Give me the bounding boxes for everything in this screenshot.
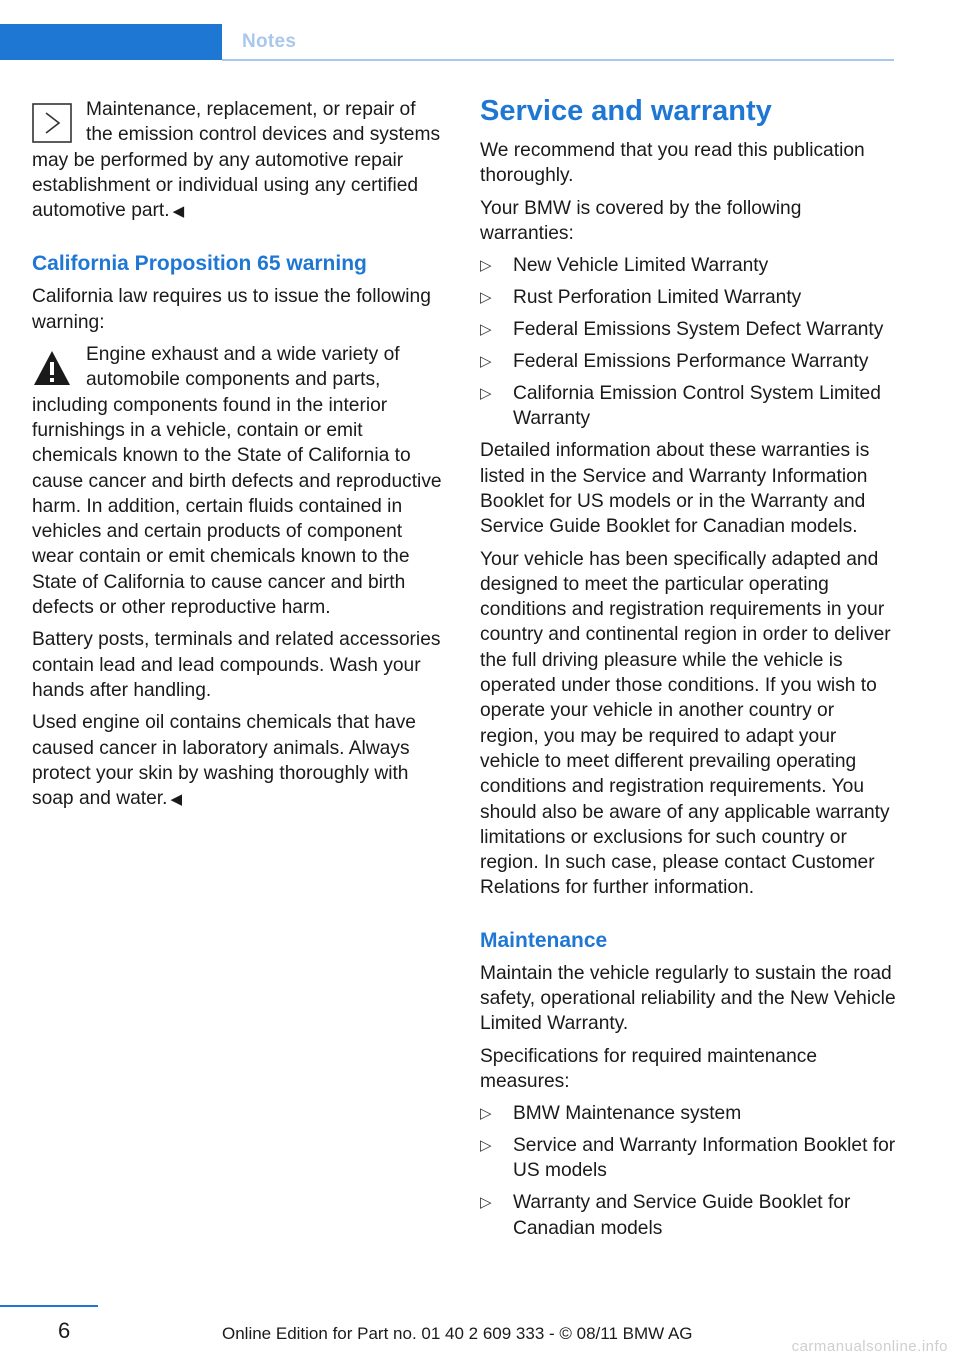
- list-item: ▷ BMW Maintenance system: [480, 1101, 896, 1126]
- bullet-triangle-icon: ▷: [480, 1137, 492, 1155]
- bullet-triangle-icon: ▷: [480, 320, 492, 338]
- maintenance-list: [480, 1101, 896, 1241]
- intro-text: We recommend that you read this publication thoroughly.: [480, 140, 865, 187]
- section-title: Notes: [242, 31, 297, 52]
- list-item: ▷ Rust Perforation Limited Warranty: [480, 285, 896, 310]
- header-rule: [222, 59, 894, 61]
- end-mark-icon: ◀: [172, 203, 185, 221]
- warning-block: [32, 342, 446, 620]
- list-item: ▷ Warranty and Service Guide Booklet for Canadian models: [480, 1192, 851, 1239]
- maintenance-heading: Maintenance: [480, 928, 608, 952]
- prop65-intro: California law requires us to issue the following warning:: [32, 286, 431, 333]
- page-number: 6: [58, 1318, 71, 1343]
- notice-block: [32, 97, 446, 224]
- bullet-triangle-icon: ▷: [480, 289, 492, 307]
- bullet-triangle-icon: ▷: [480, 1105, 492, 1123]
- specs-text: Specifications for required maintenance measures:: [480, 1045, 818, 1092]
- footer-rule: [0, 1305, 98, 1307]
- warning-triangle-icon: [32, 348, 72, 388]
- bullet-triangle-icon: ▷: [480, 1194, 492, 1212]
- left-column: [32, 97, 446, 819]
- maintain-text: Maintain the vehicle regularly to sustain the road safety, operational reliability and the New Vehicle Limited Warranty.: [480, 962, 896, 1035]
- bullet-triangle-icon: ▷: [480, 384, 492, 402]
- header-accent-bar: [0, 24, 222, 60]
- list-item: ▷ New Vehicle Limited Warranty: [480, 253, 896, 278]
- detail-text: Detailed information about these warranties is listed in the Service and Warranty Information Booklet for US models or in the Warranty and Service Guide Booklet for Canadian models.: [480, 440, 870, 538]
- watermark: carmanualsonline.info: [791, 1338, 948, 1355]
- list-item: ▷ Federal Emissions System Defect Warranty: [480, 317, 896, 342]
- list-item: ▷ California Emission Control System Limited Warranty: [480, 382, 881, 430]
- end-mark-icon: ◀: [170, 791, 183, 809]
- bullet-triangle-icon: ▷: [480, 257, 492, 275]
- arrow-notice-icon: [32, 103, 72, 143]
- battery-text: Battery posts, terminals and related accessories contain lead and lead compounds. Wash your hands after handling.: [32, 629, 441, 701]
- edition-text: Online Edition for Part no. 01 40 2 609 333 - © 08/11 BMW AG: [222, 1324, 693, 1343]
- list-item: ▷ Service and Warranty Information Booklet for US models: [480, 1135, 896, 1182]
- notice-text: Maintenance, replacement, or repair of the emission control devices and systems may be performed by any automotive repair establishment or individual using any certified automotive part.: [32, 99, 441, 222]
- right-column: [480, 92, 896, 1248]
- bullet-triangle-icon: ▷: [480, 352, 492, 370]
- service-warranty-heading: Service and warranty: [480, 95, 772, 127]
- adapted-text: Your vehicle has been specifically adapted and designed to meet the particular operating conditions and registration requirements in your country and continental region in order to deliver the full driving pleasure while the vehicle is operated under those conditions. If you wish to operate your vehicle in another country or region, you may be required to adapt your vehicle to meet different prevailing operating conditions and registration requirements. You should also be aware of any applicable warranty limitations or exclusions for such country or region. In such case, please contact Customer Relations for further information.: [480, 548, 891, 899]
- warning-text: Engine exhaust and a wide variety of automobile components and parts, including components found in the interior furnishings in a vehicle, contain or emit chemicals known to the State of California to cause cancer and birth defects and reproductive harm. In addition, certain fluids contained in vehicles and certain products of component wear contain or emit chemicals known to the State of California to cause cancer and birth defects or other reproductive harm.: [32, 344, 442, 619]
- warranty-list: [480, 253, 896, 431]
- list-item: ▷ Federal Emissions Performance Warranty: [480, 349, 896, 374]
- oil-text: Used engine oil contains chemicals that have caused cancer in laboratory animals. Always protect your skin by washing thoroughly with soap and water.: [32, 712, 416, 810]
- covered-text: Your BMW is covered by the following warranties:: [480, 197, 802, 244]
- prop65-heading: California Proposition 65 warning: [32, 252, 367, 276]
